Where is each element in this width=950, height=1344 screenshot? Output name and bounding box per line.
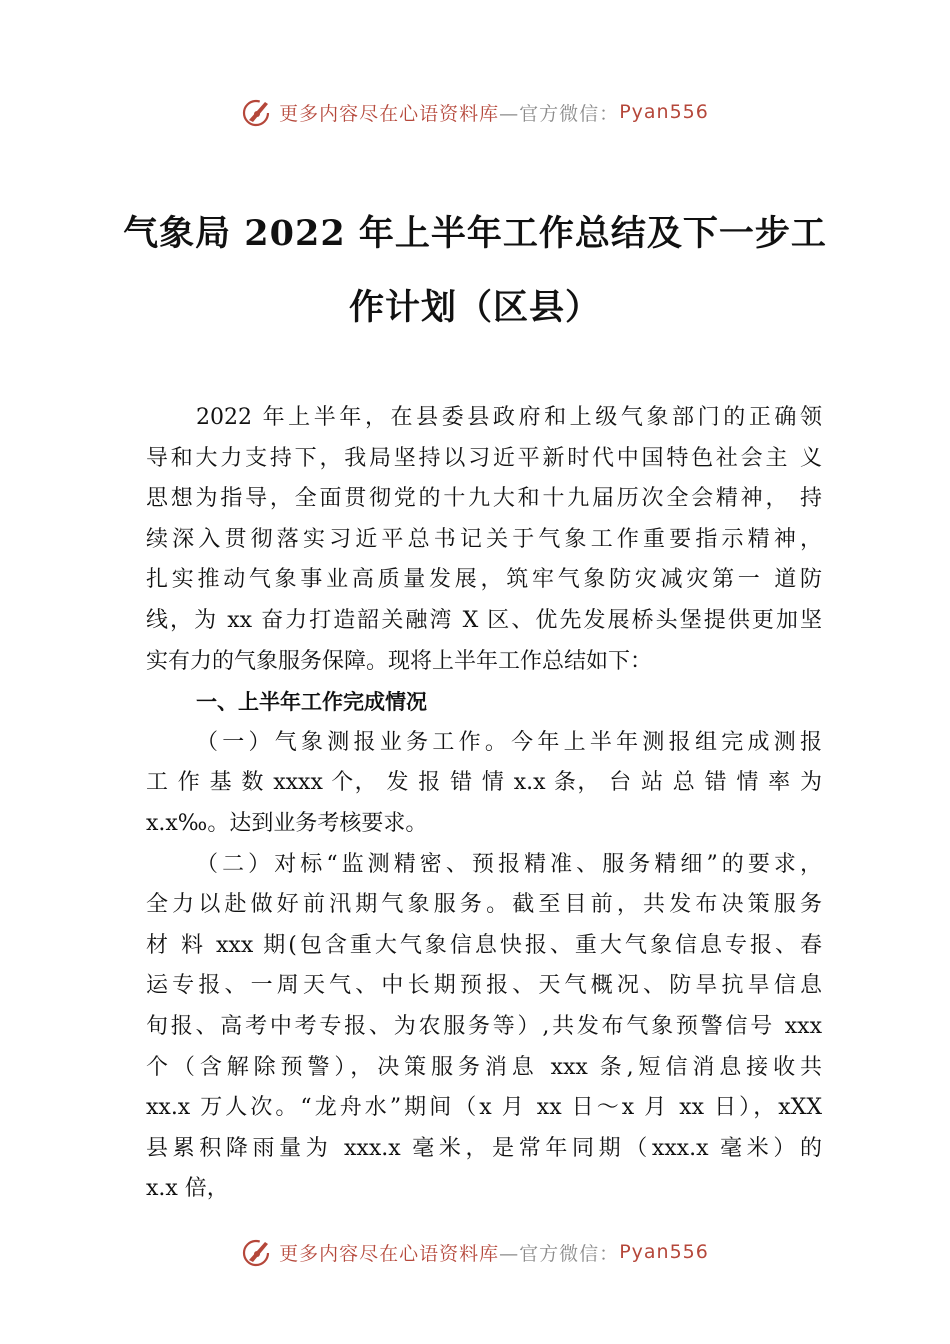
paragraph-intro	[146, 398, 822, 682]
document-title-line-1: 气象局 2022 年上半年工作总结及下一步工	[123, 213, 827, 254]
text-line: 思想为指导，全面贯彻党的十九大和十九届历次全会精神， 持	[146, 486, 822, 512]
brush-logo-icon	[241, 1236, 273, 1268]
document-title-line-2: 作计划（区县）	[348, 287, 601, 328]
text-line: xx.x 万人次。“龙舟水”期间（x 月 xx 日～x 月 xx 日），xXX	[146, 1095, 822, 1121]
text-line: 全力以赴做好前汛期气象服务。截至目前，共发布决策服务	[146, 892, 822, 918]
text-line: （一）气象测报业务工作。今年上半年测报组完成测报	[196, 729, 822, 755]
text-line: 扎实推动气象事业高质量发展，筑牢气象防灾减灾第一 道防	[146, 567, 822, 593]
paragraph-observation	[146, 723, 822, 845]
watermark-banner-top	[0, 96, 950, 128]
text-line: 县累积降雨量为 xxx.x 毫米，是常年同期（xxx.x 毫米）的	[146, 1135, 822, 1161]
text-line: 工 作 基 数 xxxx 个， 发 报 错 情 x.x 条， 台 站 总 错 情 率 为	[146, 770, 822, 796]
banner-text-dash: —官方微信：	[499, 1242, 620, 1265]
banner-text-id: Pyan556	[619, 101, 709, 123]
banner-text-dash: —官方微信：	[499, 102, 620, 125]
watermark-banner-bottom	[0, 1236, 950, 1268]
paragraph-service	[146, 845, 822, 1210]
banner-text-main: 更多内容尽在心语资料库	[279, 1242, 500, 1265]
banner-text-main: 更多内容尽在心语资料库	[279, 102, 500, 125]
banner-text-id: Pyan556	[619, 1241, 709, 1263]
text-line: （二）对标“监测精密、预报精准、服务精细”的要求，	[196, 851, 822, 877]
text-line: x.x 倍，	[146, 1176, 229, 1202]
text-line: 2022 年上半年，在县委县政府和上级气象部门的正确领	[196, 405, 822, 430]
text-line: 个（含解除预警），决策服务消息 xxx 条,短信消息接收共	[146, 1054, 822, 1080]
text-line: 旬报、高考中考专报、为农服务等）,共发布气象预警信号 xxx	[146, 1013, 822, 1039]
text-line: x.x‰。达到业务考核要求。	[146, 810, 428, 836]
text-line: 续深入贯彻落实习近平总书记关于气象工作重要指示精神，	[146, 526, 822, 552]
section-heading-1: 一、上半年工作完成情况	[196, 690, 427, 715]
text-line: 实有力的气象服务保障。现将上半年工作总结如下：	[146, 648, 653, 674]
text-line: 运专报、一周天气、中长期预报、天气概况、防旱抗旱信息	[146, 973, 822, 999]
document-body	[146, 398, 822, 1210]
text-line: 材 料 xxx 期(包含重大气象信息快报、重大气象信息专报、春	[146, 932, 822, 958]
text-line: 线，为 xx 奋力打造韶关融湾 X 区、优先发展桥头堡提供更加坚	[146, 607, 822, 633]
text-line: 导和大力支持下，我局坚持以习近平新时代中国特色社会主 义	[146, 445, 822, 471]
brush-logo-icon	[241, 96, 273, 128]
